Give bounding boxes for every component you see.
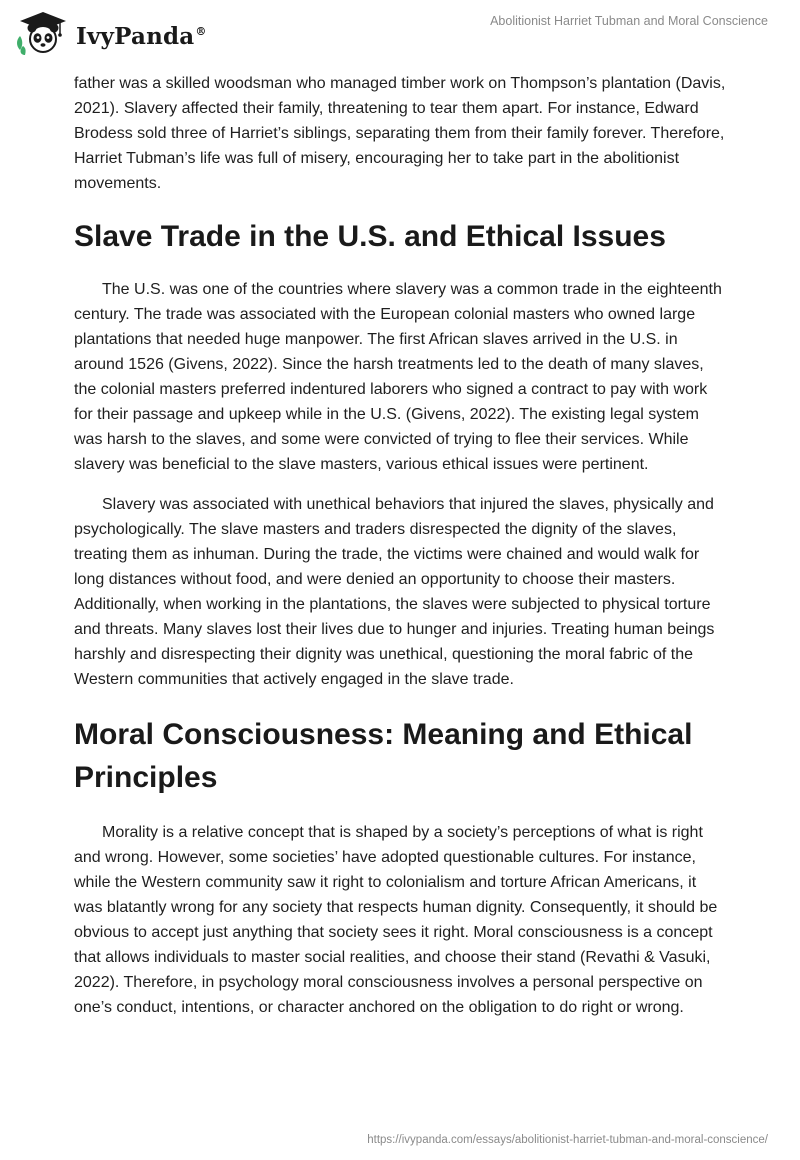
section-heading-slave-trade: Slave Trade in the U.S. and Ethical Issues <box>74 220 666 253</box>
panda-graduate-icon <box>16 10 70 56</box>
page-header <box>0 0 800 64</box>
document-title: Abolitionist Harriet Tubman and Moral Conscience <box>490 14 768 28</box>
essay-body <box>74 71 726 1020</box>
paragraph-intro: father was a skilled woodsman who managed timber work on Thompson’s plantation (Davis, 2021). Slavery affected their family, threatening to tear them apart. For instance, Edward Brodess sold three of Harriet’s siblings, separating them from their family forever. Therefore, Harriet Tubman’s life was full of misery, encouraging her to take part in the abolitionist movements. <box>74 75 726 192</box>
paragraph-slave-trade-2: Slavery was associated with unethical behaviors that injured the slaves, physically and psychologically. The slave masters and traders disrespected the dignity of the slaves, treating them as inhuman. During the trade, the victims were chained and would walk for long distances without food, and were denied an opportunity to choose their masters. Additionally, when working in the plantations, the slaves were subjected to physical torture and threats. Many slaves lost their lives due to hunger and injuries. Treating human beings harshly and disrespecting their dignity was unethical, questioning the moral fabric of the Western communities that actively engaged in the slave trade. <box>74 496 715 688</box>
brand-name: IvyPanda® <box>76 22 207 50</box>
paragraph-moral-consciousness: Morality is a relative concept that is shaped by a society’s perceptions of what is right and wrong. However, some societies’ have adopted questionable cultures. For instance, while the Western community saw it right to colonialism and torture African Americans, it was blatantly wrong for any society that respects human dignity. Consequently, it should be obvious to accept just anything that society sees it right. Moral consciousness is a concept that allows individuals to master social realities, and choose their stand (Revathi & Vasuki, 2022). Therefore, in psychology moral consciousness involves a personal perspective on one’s conduct, intentions, or character anchored on the obligation to do right or wrong. <box>74 824 718 1016</box>
source-url[interactable]: https://ivypanda.com/essays/abolitionist-harriet-tubman-and-moral-conscience/ <box>367 1134 768 1146</box>
section-heading-moral-consciousness: Moral Consciousness: Meaning and Ethical Principles <box>74 718 693 794</box>
paragraph-slave-trade-1: The U.S. was one of the countries where slavery was a common trade in the eighteenth century. The trade was associated with the European colonial masters who owned large plantations that needed huge manpower. The first African slaves arrived in the U.S. in around 1526 (Givens, 2022). Since the harsh treatments led to the death of many slaves, the colonial masters preferred indentured laborers who signed a contract to pay with work for their passage and upkeep while in the U.S. (Givens, 2022). The existing legal system was harsh to the slaves, and some were convicted of trying to flee their services. While slavery was beneficial to the slave masters, various ethical issues were pertinent. <box>74 281 722 473</box>
brand-logo[interactable] <box>16 10 207 56</box>
